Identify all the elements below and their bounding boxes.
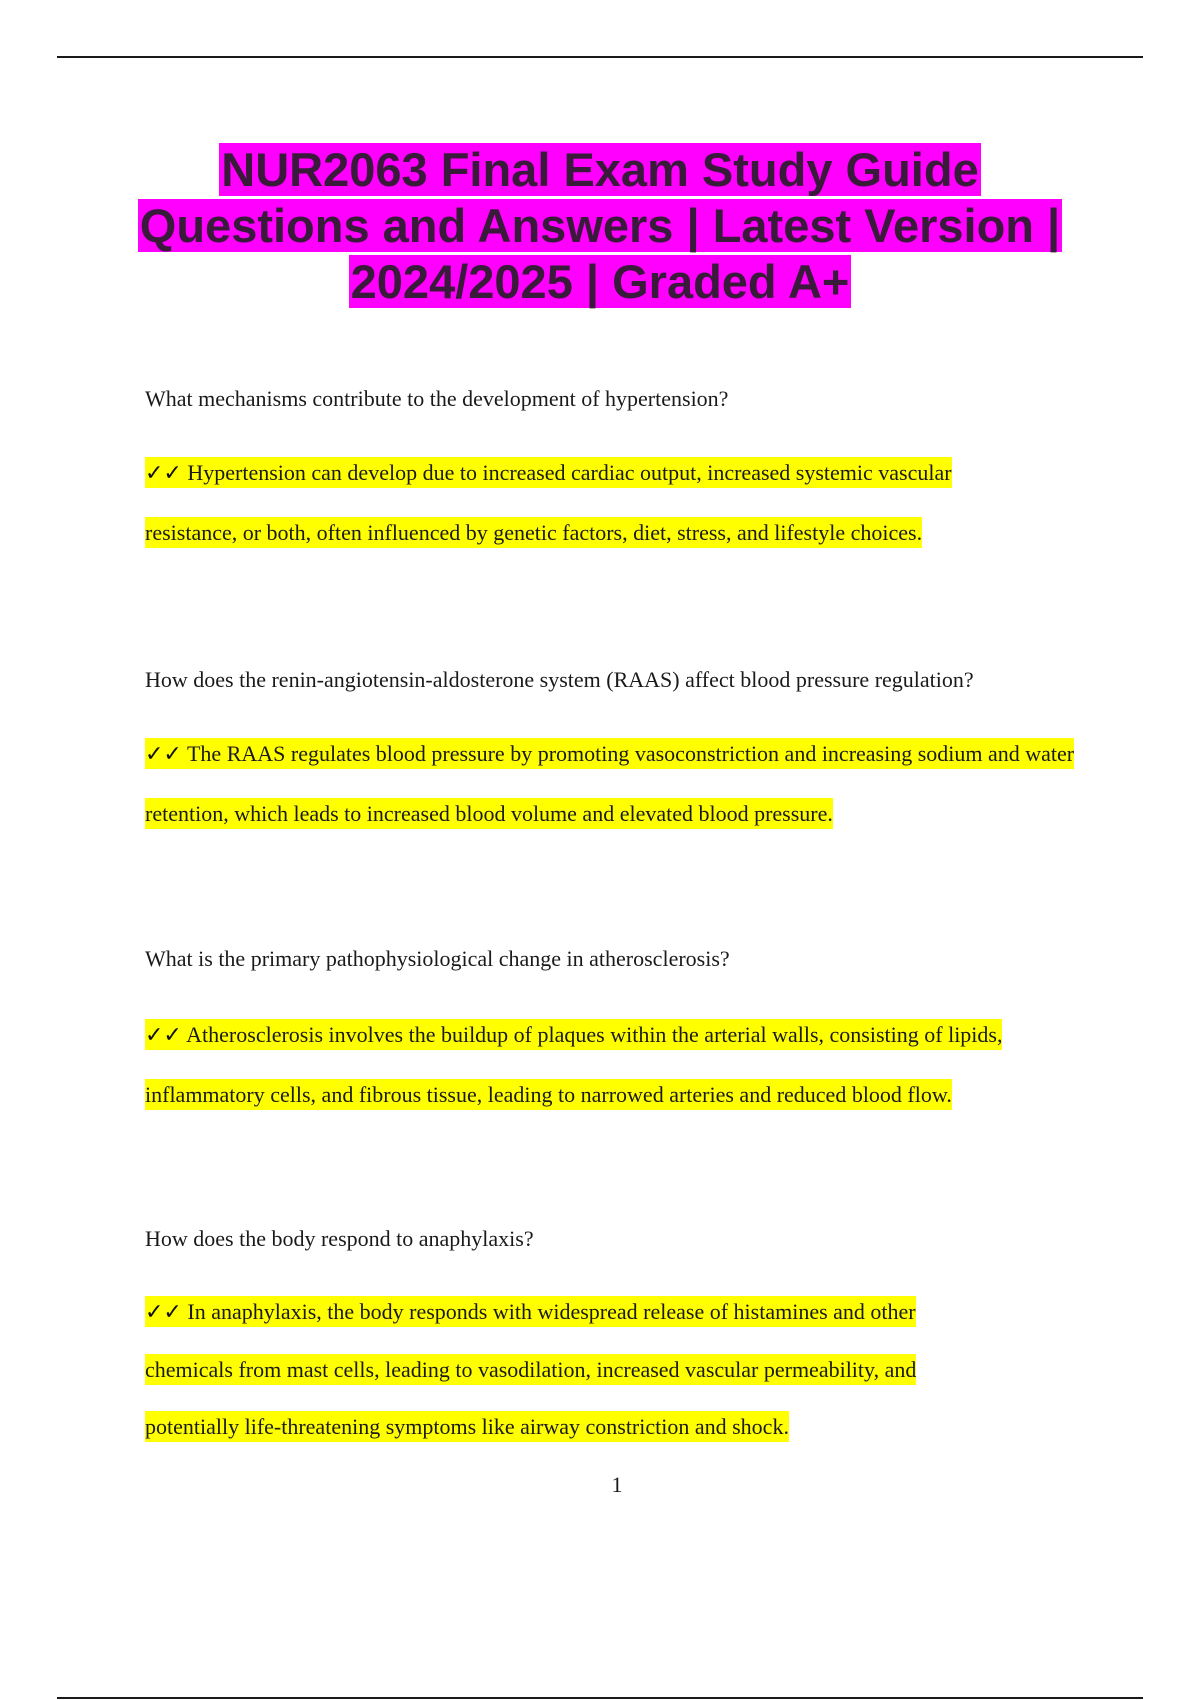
double-check-icon: ✓✓ [145,1023,182,1048]
answer-block [145,443,1045,562]
answer-highlight [145,738,1074,829]
double-check-icon: ✓✓ [145,742,182,767]
top-rule [57,56,1143,58]
answer-block [145,724,1080,843]
answer-block [145,1005,1105,1124]
answer-highlight [145,457,952,548]
page-number: 1 [611,1472,623,1497]
question-text: What mechanisms contribute to the development of hypertension? [145,386,729,411]
answer-highlight [145,1296,916,1442]
question-text: What is the primary pathophysiological change in atherosclerosis? [145,946,730,971]
question-text: How does the body respond to anaphylaxis? [145,1226,534,1251]
answer-block [145,1283,1005,1455]
answer-text: Hypertension can develop due to increased cardiac output, increased systemic vascular resistance, or both, often influenced by genetic factors, diet, stress, and lifestyle choices. [145,460,952,545]
answer-text: Atherosclerosis involves the buildup of plaques within the arterial walls, consisting of lipids, inflammatory cells, and fibrous tissue, leading to narrowed arteries and reduced blood flow. [145,1022,1003,1107]
answer-text: In anaphylaxis, the body responds with widespread release of histamines and other chemicals from mast cells, leading to vasodilation, increased vascular permeability, and potentially life-threatening symptoms like airway constriction and shock. [145,1299,917,1439]
answer-text: The RAAS regulates blood pressure by promoting vasoconstriction and increasing sodium and water retention, which leads to increased blood volume and elevated blood pressure. [145,741,1075,826]
title-highlight: NUR2063 Final Exam Study Guide Questions and Answers | Latest Version | 2024/2025 | Graded A+ [139,143,1061,308]
bottom-rule [57,1697,1143,1699]
qa-item-1 [145,385,1105,562]
question-text: How does the renin-angiotensin-aldosterone system (RAAS) affect blood pressure regulation? [145,667,974,692]
double-check-icon: ✓✓ [145,461,182,486]
answer-highlight [145,1019,1002,1110]
qa-item-2 [145,666,1105,843]
document-title [100,142,1100,310]
qa-item-3 [145,945,1105,1124]
qa-item-4 [145,1225,1105,1455]
double-check-icon: ✓✓ [145,1300,182,1325]
